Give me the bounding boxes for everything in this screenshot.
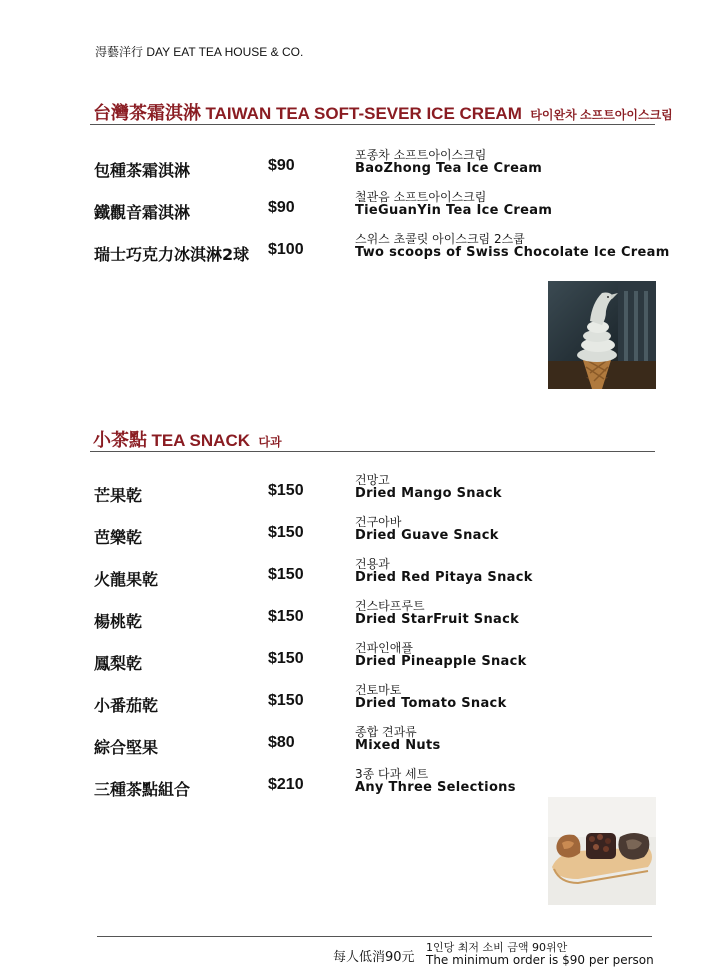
snack-item-price: $150	[268, 482, 304, 499]
snack-title-zh: 小茶點	[93, 430, 147, 450]
ice-cream-cone-image	[548, 281, 656, 389]
icecream-title-ko: 타이완차 소프트아이스크림	[530, 108, 673, 122]
icecream-item-en: TieGuanYin Tea Ice Cream	[355, 203, 553, 218]
snack-item-zh: 綜合堅果	[94, 738, 159, 757]
icecream-item-ko: 스위스 초콜릿 아이스크림 2스쿱	[355, 232, 525, 246]
snack-item-desc	[355, 725, 441, 753]
icecream-item-price: $90	[268, 199, 295, 216]
icecream-item-en: Two scoops of Swiss Chocolate Ice Cream	[355, 245, 670, 260]
snack-item-ko: 건망고	[355, 473, 390, 487]
snack-item-desc	[355, 767, 516, 795]
snack-item-ko: 건파인애플	[355, 641, 413, 655]
footer-min-order-zh: 每人低消90元	[333, 950, 415, 965]
snack-item-en: Dried Mango Snack	[355, 486, 502, 501]
icecream-section-title	[93, 99, 673, 125]
snack-item-ko: 3종 다과 세트	[355, 767, 429, 781]
snack-item-desc	[355, 515, 499, 543]
snack-photo	[548, 797, 656, 905]
snack-item-price: $150	[268, 608, 304, 625]
tea-snack-plate-image	[548, 797, 656, 905]
footer-min-order-desc	[426, 941, 654, 967]
snack-item-price: $150	[268, 566, 304, 583]
snack-item-zh: 芭樂乾	[94, 528, 143, 547]
snack-item-en: Any Three Selections	[355, 780, 516, 795]
ice-cream-photo	[548, 281, 656, 389]
snack-item-zh: 楊桃乾	[94, 612, 143, 631]
snack-item-ko: 건구아바	[355, 515, 402, 529]
snack-item-price: $150	[268, 524, 304, 541]
snack-item-price: $210	[268, 776, 304, 793]
snack-item-zh: 鳳梨乾	[94, 654, 143, 673]
snack-title-ko: 다과	[258, 435, 282, 449]
snack-section-rule	[90, 451, 655, 452]
icecream-item-desc	[355, 232, 670, 260]
snack-title-en: TEA SNACK	[151, 431, 250, 450]
icecream-item-ko: 철관음 소프트아이스크림	[355, 190, 487, 204]
snack-item-desc	[355, 599, 519, 627]
snack-item-price: $150	[268, 650, 304, 667]
snack-item-ko: 건토마토	[355, 683, 402, 697]
brand-header: 淂藝洋行 DAY EAT TEA HOUSE & CO.	[95, 45, 304, 59]
snack-item-desc	[355, 557, 533, 585]
snack-section-title	[93, 426, 282, 452]
snack-item-ko: 건스타프루트	[355, 599, 425, 613]
snack-item-zh: 小番茄乾	[94, 696, 159, 715]
snack-item-zh: 三種茶點組合	[94, 780, 191, 799]
icecream-title-en: TAIWAN TEA SOFT-SEVER ICE CREAM	[205, 104, 522, 123]
snack-item-zh: 芒果乾	[94, 486, 143, 505]
footer-min-order-ko: 1인당 최저 소비 금액 90위안	[426, 941, 568, 954]
snack-item-en: Dried Red Pitaya Snack	[355, 570, 533, 585]
icecream-item-zh: 鐵觀音霜淇淋	[94, 203, 191, 222]
icecream-item-desc	[355, 190, 552, 218]
icecream-item-en: BaoZhong Tea Ice Cream	[355, 161, 543, 176]
icecream-title-zh: 台灣茶霜淇淋	[93, 103, 201, 123]
snack-item-zh: 火龍果乾	[94, 570, 159, 589]
icecream-item-price: $100	[268, 241, 304, 258]
snack-item-en: Mixed Nuts	[355, 738, 441, 753]
snack-item-en: Dried Tomato Snack	[355, 696, 507, 711]
snack-item-price: $150	[268, 692, 304, 709]
snack-item-en: Dried Guave Snack	[355, 528, 499, 543]
icecream-item-zh: 瑞士巧克力冰淇淋2球	[94, 245, 250, 264]
snack-item-desc	[355, 473, 502, 501]
footer-min-order-en: The minimum order is $90 per person	[426, 953, 654, 967]
snack-item-price: $80	[268, 734, 295, 751]
icecream-section-rule	[90, 124, 655, 125]
icecream-item-desc	[355, 148, 542, 176]
footer-rule	[97, 936, 652, 937]
icecream-item-price: $90	[268, 157, 295, 174]
icecream-item-zh: 包種茶霜淇淋	[94, 161, 191, 180]
snack-item-desc	[355, 641, 527, 669]
snack-item-ko: 건용과	[355, 557, 390, 571]
icecream-item-ko: 포종차 소프트아이스크림	[355, 148, 487, 162]
snack-item-desc	[355, 683, 507, 711]
snack-item-ko: 종합 견과류	[355, 725, 417, 739]
snack-item-en: Dried Pineapple Snack	[355, 654, 527, 669]
snack-item-en: Dried StarFruit Snack	[355, 612, 520, 627]
